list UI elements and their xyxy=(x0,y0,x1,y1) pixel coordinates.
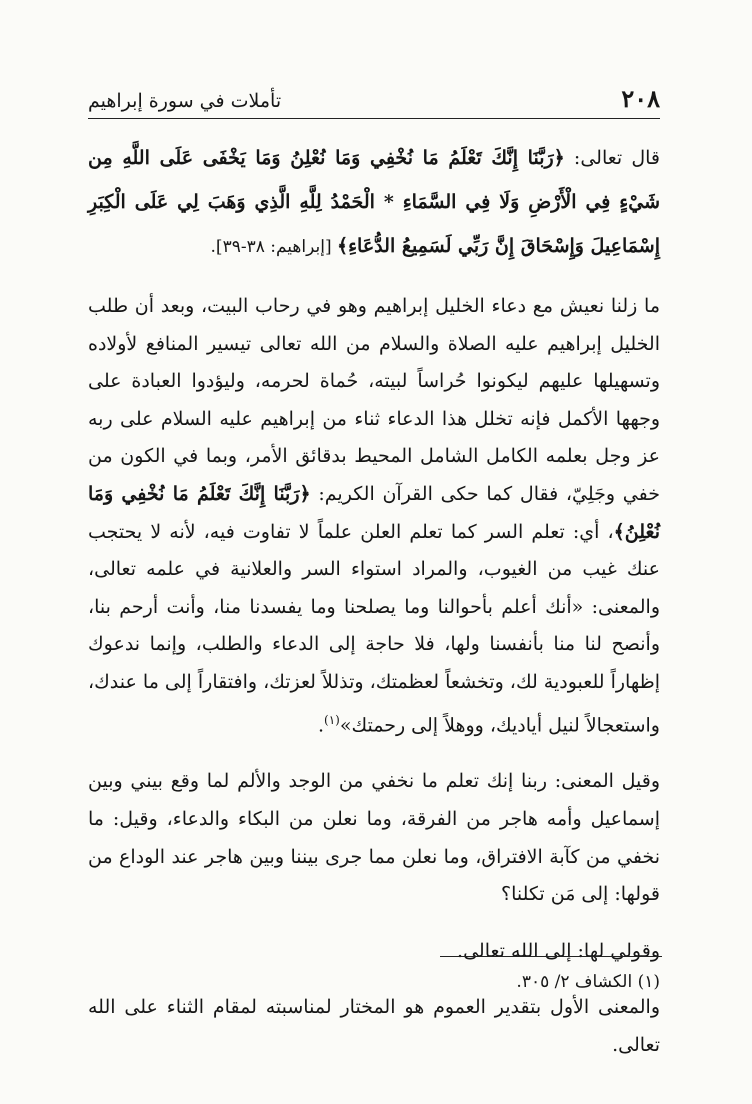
alternate-meaning-text: وقيل المعنى: ربنا إنك تعلم ما نخفي من الوجد والألم لما وقع بيني وبين إسماعيل وأمه هاجر من الفرقة، وما نعلن من البكاء والدعاء، وقيل: ما نخفي من كآبة الافتراق، وما نعلن مما جرى بيننا وبين هاجر عند الوداع من قولها: إلى مَن تكلنا؟ xyxy=(88,770,660,906)
commentary-text-end: ، أي: تعلم السر كما تعلم العلن علماً لا تفاوت فيه، لأنه لا يحتجب عنك غيب من الغيوب، والمراد استواء السر والعلانية في علمه تعالى، والمعنى: «أنك أعلم بأحوالنا وما يصلحنا وما يفسدنا منا، وأنت أرحم بنا، وأنصح لنا منا بأنفسنا ولها، فلا حاجة إلى الدعاء والطلب، وإنما ندعوك إظهاراً للعبودية لك، وتخشعاً لعظمتك، وتذللاً لعزتك، وافتقاراً إلى ما عندك، واستعجالاً لنيل أياديك، ووهلاً إلى رحمتك» xyxy=(88,520,660,736)
paragraph-conclusion xyxy=(88,989,660,1064)
quran-verse-inline: ﴿رَبَّنَا إِنَّكَ تَعْلَمُ مَا نُخْفِي وَمَا نُعْلِنُ﴾ xyxy=(88,482,660,543)
quote-intro: قال تعالى: xyxy=(564,147,660,169)
footnote xyxy=(88,967,660,997)
verse-reference: [إبراهيم: ٣٨-٣٩]. xyxy=(210,237,337,257)
conclusion-text: والمعنى الأول بتقدير العموم هو المختار لمناسبته لمقام الثناء على الله تعالى. xyxy=(88,996,660,1057)
commentary-end-punct: . xyxy=(317,713,325,736)
paragraph-reply xyxy=(88,933,660,971)
page-number: ٢٠٨ xyxy=(621,84,660,113)
main-text xyxy=(88,136,660,1065)
running-title: تأملات في سورة إبراهيم xyxy=(88,90,282,112)
paragraph-quran-quote xyxy=(88,136,660,269)
reply-text: وقولي لها: إلى الله تعالى. xyxy=(457,939,660,962)
footnote-text: (١) الكشاف ٢/ ٣٠٥. xyxy=(516,972,660,992)
commentary-text-start: ما زلنا نعيش مع دعاء الخليل إبراهيم وهو في رحاب البيت، وبعد أن طلب الخليل إبراهيم عليه الصلاة والسلام من الله تعالى تيسير المنافع لأولاده وتسهيلها عليهم ليكونوا حُراساً لبيته، حُماة لحرمه، وليؤدوا العبادة على وجهها الأكمل فإنه تخلل هذا الدعاء ثناء من إبراهيم عليه السلام على ربه عز وجل بعلمه الكامل الشامل المحيط بدقائق الأمر، وبما في الكون من خفي وجَلِيّ، فقال كما حكى القرآن الكريم: xyxy=(88,295,660,505)
quran-verse: ﴿رَبَّنَا إِنَّكَ تَعْلَمُ مَا نُخْفِي وَمَا نُعْلِنُ وَمَا يَخْفَى عَلَى اللَّهِ مِن شَيْءٍ فِي الْأَرْضِ وَلَا فِي السَّمَاءِ * الْحَمْدُ لِلَّهِ الَّذِي وَهَبَ لِي عَلَى الْكِبَرِ إِسْمَاعِيلَ وَإِسْحَاقَ إِنَّ رَبِّي لَسَمِيعُ الدُّعَاءِ﴾ xyxy=(88,147,660,257)
footnote-divider xyxy=(440,956,662,957)
page-header xyxy=(88,84,660,119)
paragraph-alternate-meaning xyxy=(88,763,660,913)
paragraph-commentary xyxy=(88,288,660,744)
footnote-marker[interactable]: (١) xyxy=(324,712,340,727)
